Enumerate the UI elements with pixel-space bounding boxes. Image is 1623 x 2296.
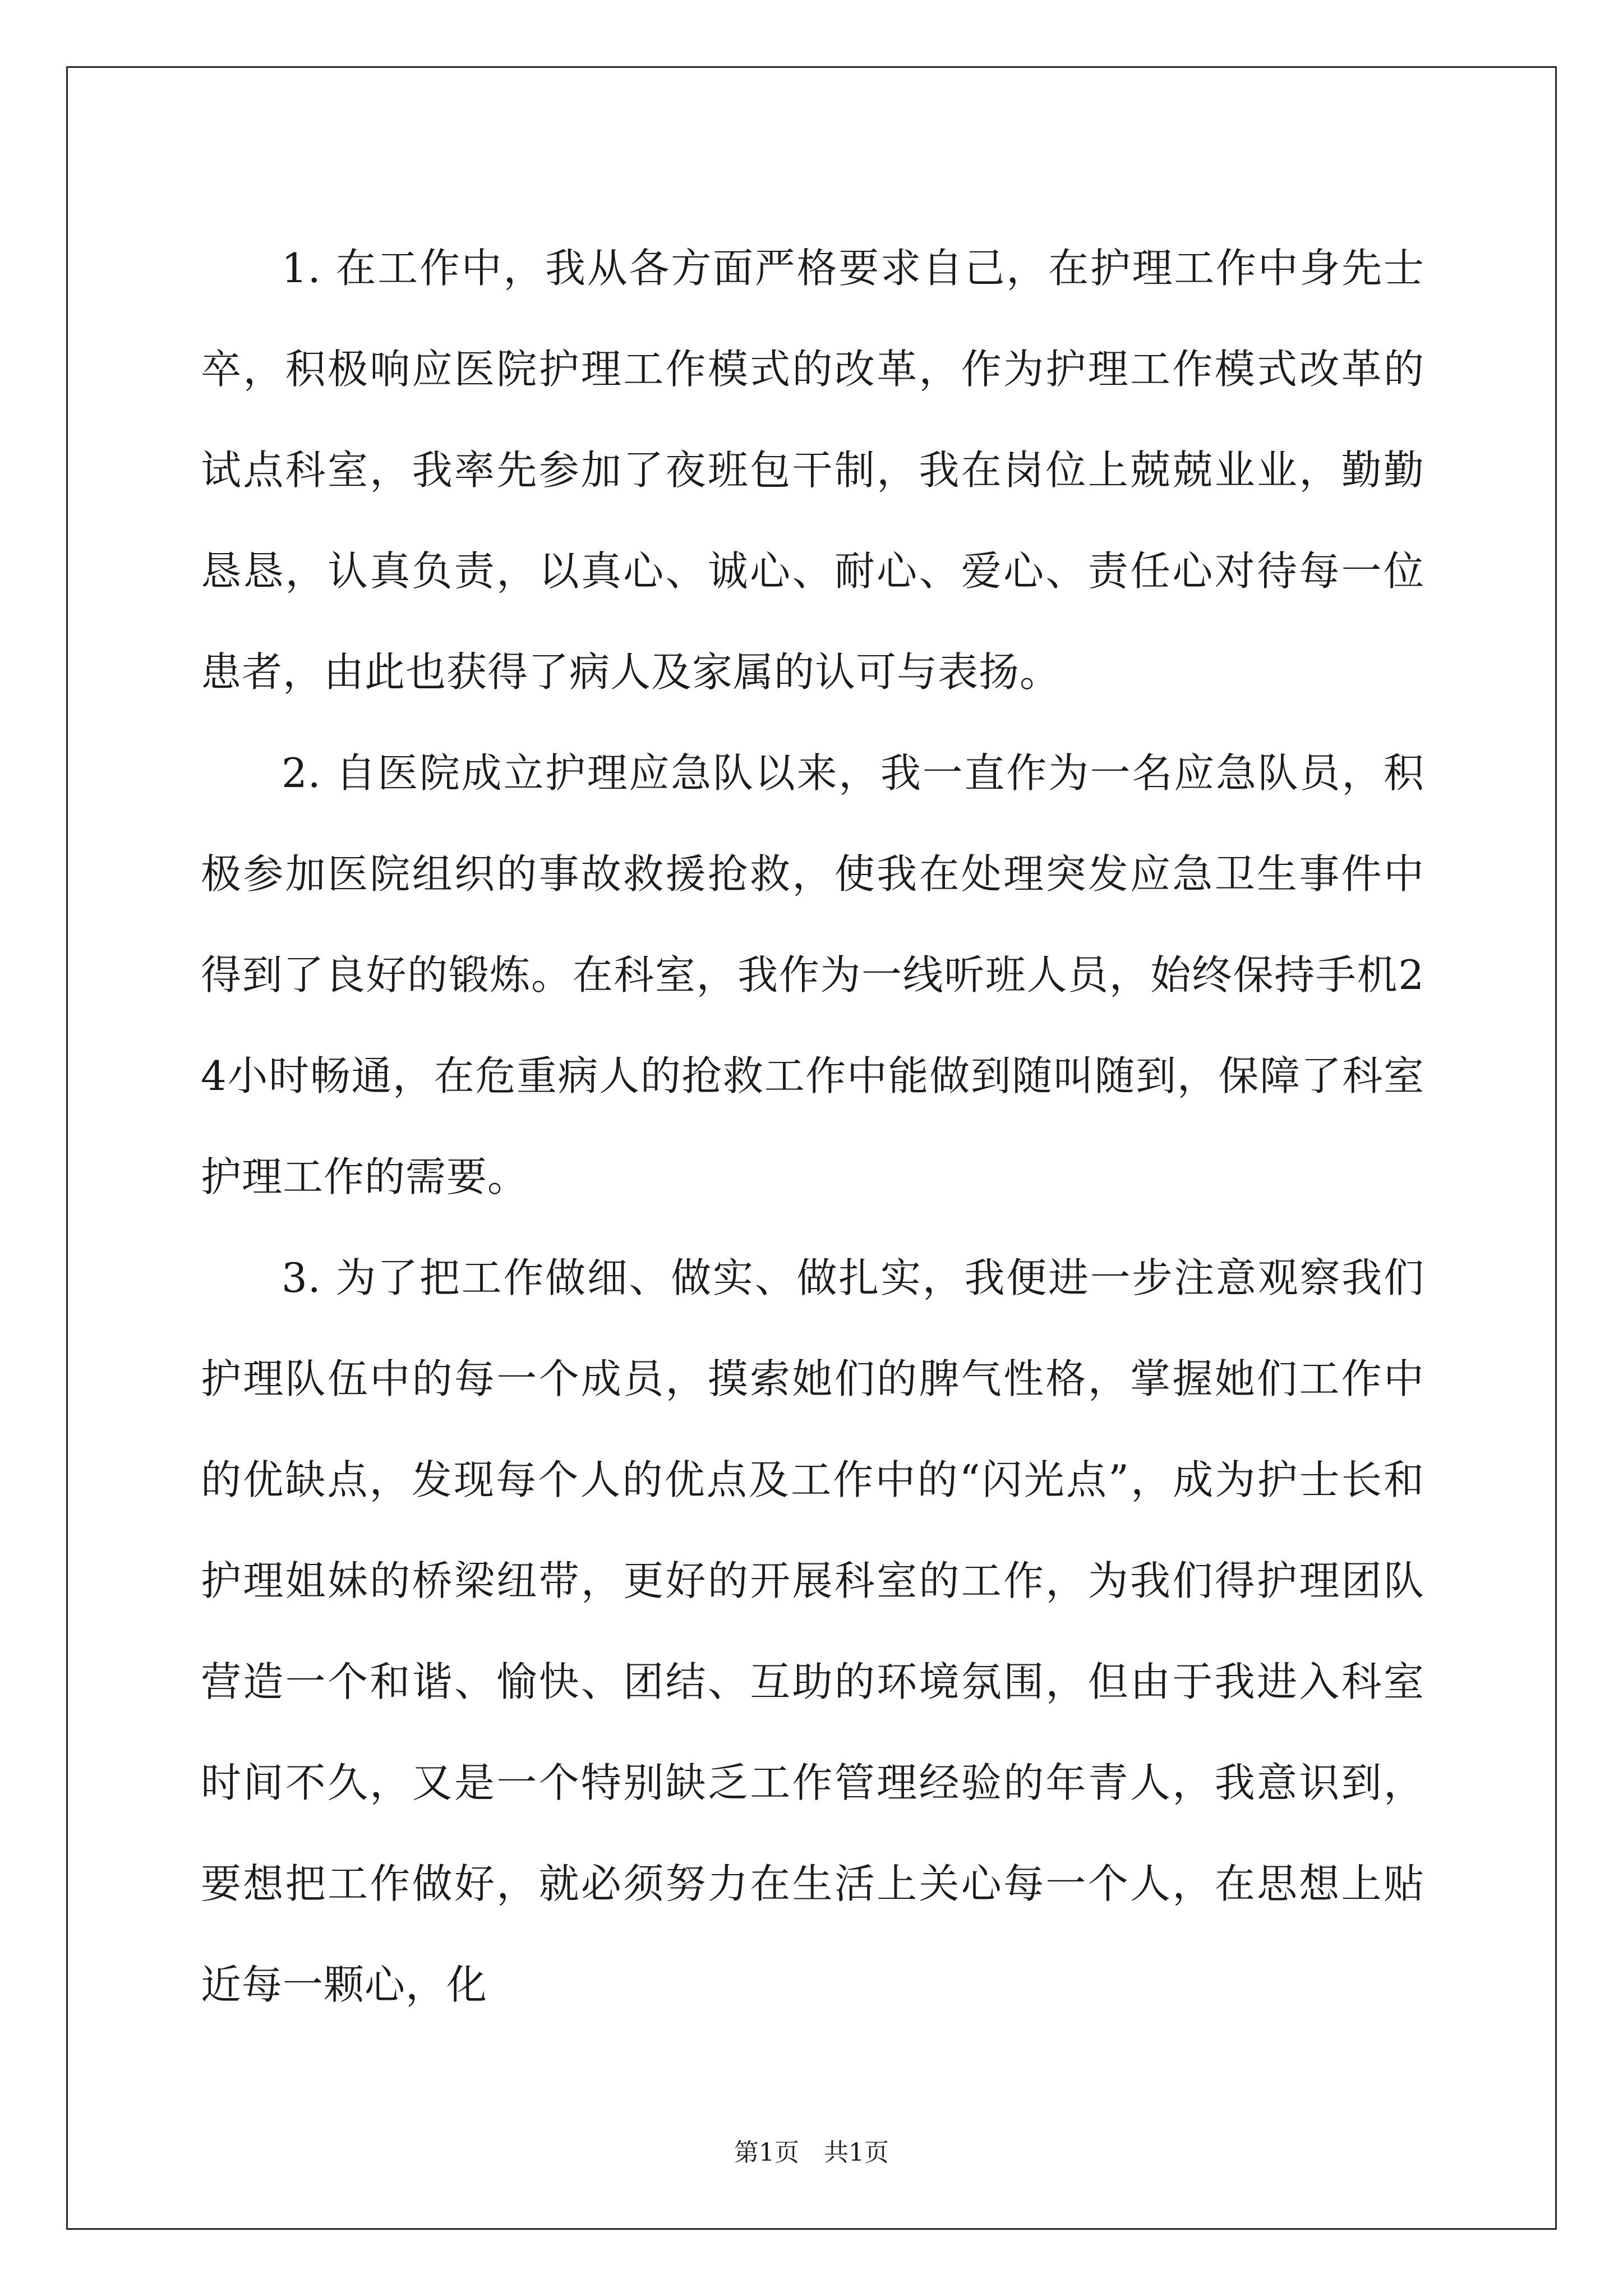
paragraph-2: 2. 自医院成立护理应急队以来，我一直作为一名应急队员，积极参加医院组织的事故救援抢救，使我在处理突发应急卫生事件中得到了良好的锻炼。在科室，我作为一线听班人员，始终保持手机24小时畅通，在危重病人的抢救工作中能做到随叫随到，保障了科室护理工作的需要。	[201, 749, 1424, 1200]
page-footer	[0, 2136, 1623, 2170]
page-total: 共1页	[824, 2138, 889, 2167]
paragraph-3: 3. 为了把工作做细、做实、做扎实，我便进一步注意观察我们护理队伍中的每一个成员，摸索她们的脾气性格，掌握她们工作中的优缺点，发现每个人的优点及工作中的“闪光点”，成为护士长和护理姐妹的桥梁纽带，更好的开展科室的工作，为我们得护理团队营造一个和谐、愉快、团结、互助的环境氛围，但由于我进入科室时间不久，又是一个特别缺乏工作管理经验的年青人，我意识到，要想把工作做好，就必须努力在生活上关心每一个人，在思想上贴近每一颗心，化	[201, 1254, 1424, 2008]
page-number: 第1页	[734, 2138, 799, 2167]
document-body	[201, 218, 1424, 2035]
paragraph-1: 1. 在工作中，我从各方面严格要求自己，在护理工作中身先士卒，积极响应医院护理工作模式的改革，作为护理工作模式改革的试点科室，我率先参加了夜班包干制，我在岗位上兢兢业业，勤勤恳恳，认真负责，以真心、诚心、耐心、爱心、责任心对待每一位患者，由此也获得了病人及家属的认可与表扬。	[201, 245, 1424, 696]
